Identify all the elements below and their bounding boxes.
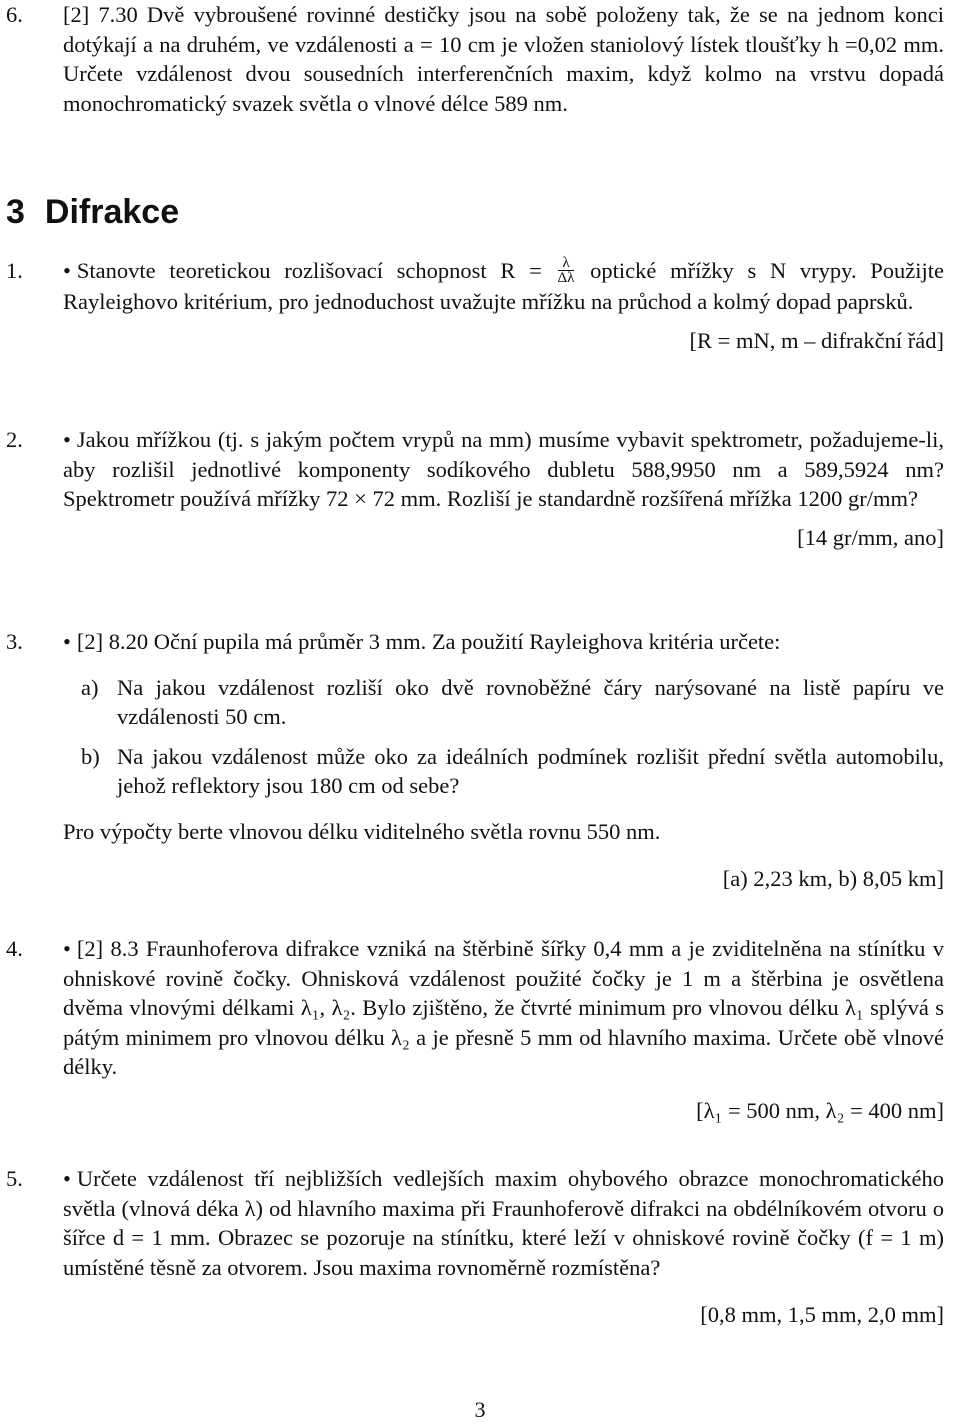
problem-6 [0,0,944,118]
problem-3 [0,627,944,894]
problem-number: 5. [6,1166,23,1191]
problem-text [63,627,944,657]
problem-body [63,934,944,1125]
sub-question-b [63,742,944,801]
problem-text [63,425,944,514]
problem-1 [0,256,944,355]
sub-question-label: a) [81,674,99,700]
fraction-denominator: Δλ [557,270,575,287]
problem-body [63,627,944,894]
problem-text-part-2: optické mřížky s N vrypy. Použijte Rayleighovo kritérium, pro jednoduchost uvažujte mřížku na průchod a kolmý dopad paprsků. [63,258,945,315]
bullet: • [63,258,71,283]
problem-number: 4. [6,936,23,961]
answer: [R = mN, m – difrakční řád] [689,327,944,353]
problem-text-content: Určete vzdálenost tří nejbližších vedlejších maxim ohybového obrazce monochromatického světla (vlnová déka λ) od hlavního maxima při Fraunhoferově difrakci na obdélníkovém otvoru o šířce d = 1 mm. Obrazec se pozoruje na stínítku, které leží v ohniskové rovině čočky (f = 1 m) umístěné těsně za otvorem. Jsou maxima rovnoměrně rozmístěna? [63,1166,944,1280]
answer: [0,8 mm, 1,5 mm, 2,0 mm] [700,1302,944,1327]
answer: [a) 2,23 km, b) 8,05 km] [722,866,944,891]
problem-5 [0,1164,944,1330]
bullet: • [63,936,71,961]
section-number: 3 [6,193,25,231]
problem-number: 2. [6,427,23,452]
problem-text-part-1: Stanovte teoretickou rozlišovací schopnost R = [76,258,542,283]
problem-number: 6. [6,2,23,27]
problem-text [63,1164,944,1282]
fraction [558,256,575,285]
problem-body [63,425,944,552]
problem-text-content: Jakou mřížkou (tj. s jakým počtem vrypů na mm) musíme vybavit spektrometr, požadujeme-li, aby rozlišil jednotlivé komponenty sodíkového dubletu 588,9950 nm a 589,5924 nm? Spektrometr používá mřížky 72 × 72 mm. Rozliší je standardně rozšířená mřížka 1200 gr/mm? [63,427,944,511]
page-number: 3 [474,1397,486,1422]
sub-question-label: b) [81,743,100,769]
fraction-numerator: λ [558,256,575,271]
problem-text [63,934,944,1082]
problem-2 [0,425,944,552]
bullet: • [63,629,71,654]
problem-text [63,256,944,317]
bullet: • [63,1166,71,1191]
section-title: Difrakce [44,193,180,231]
problem-number: 3. [6,629,23,654]
sub-question-list [63,673,944,801]
problem-body [63,256,944,355]
problem-4 [0,934,944,1125]
note: Pro výpočty berte vlnovou délku viditelného světla rovnu 550 nm. [63,818,661,844]
problem-text: [2] 7.30 Dvě vybroušené rovinné destičky jsou na sobě položeny tak, že se na jednom konci dotýkají a na druhém, ve vzdálenosti a = 10 cm je vložen staniolový lístek tloušťky h =0,02 mm. Určete vzdálenost dvou sousedních interferenčních maxim, když kolmo na vrstvu dopadá monochromatický svazek světla o vlnové délce 589 nm. [63,2,944,116]
bullet: • [63,427,71,452]
problem-text-content: [2] 8.3 Fraunhoferova difrakce vzniká na štěrbině šířky 0,4 mm a je zviditelněna na stínítku v ohniskové rovině čočky. Ohnisková vzdálenost použité čočky je 1 m a štěrbina je osvětlena dvěma vlnovými délkami λ₁, λ₂. Bylo zjištěno, že čtvrté minimum pro vlnovou délku λ₁ splývá s pátým minimem pro vlnovou délku λ₂ a je přesně 5 mm od hlavního maxima. Určete obě vlnové délky. [63,936,944,1079]
sub-question-text: Na jakou vzdálenost může oko za ideálních podmínek rozlišit přední světla automobilu, jehož reflektory jsou 180 cm od sebe? [117,743,944,798]
problem-text-content: [2] 8.20 Oční pupila má průměr 3 mm. Za použití Rayleighova kritéria určete: [76,629,781,654]
sub-question-a [63,673,944,732]
section-heading [6,190,179,234]
answer: [λ₁ = 500 nm, λ₂ = 400 nm] [696,1097,944,1123]
sub-question-text: Na jakou vzdálenost rozliší oko dvě rovnoběžné čáry narýsované na listě papíru ve vzdálenosti 50 cm. [117,674,944,729]
problem-body [63,1164,944,1330]
problem-number: 1. [6,258,23,283]
answer: [14 gr/mm, ano] [797,524,944,550]
